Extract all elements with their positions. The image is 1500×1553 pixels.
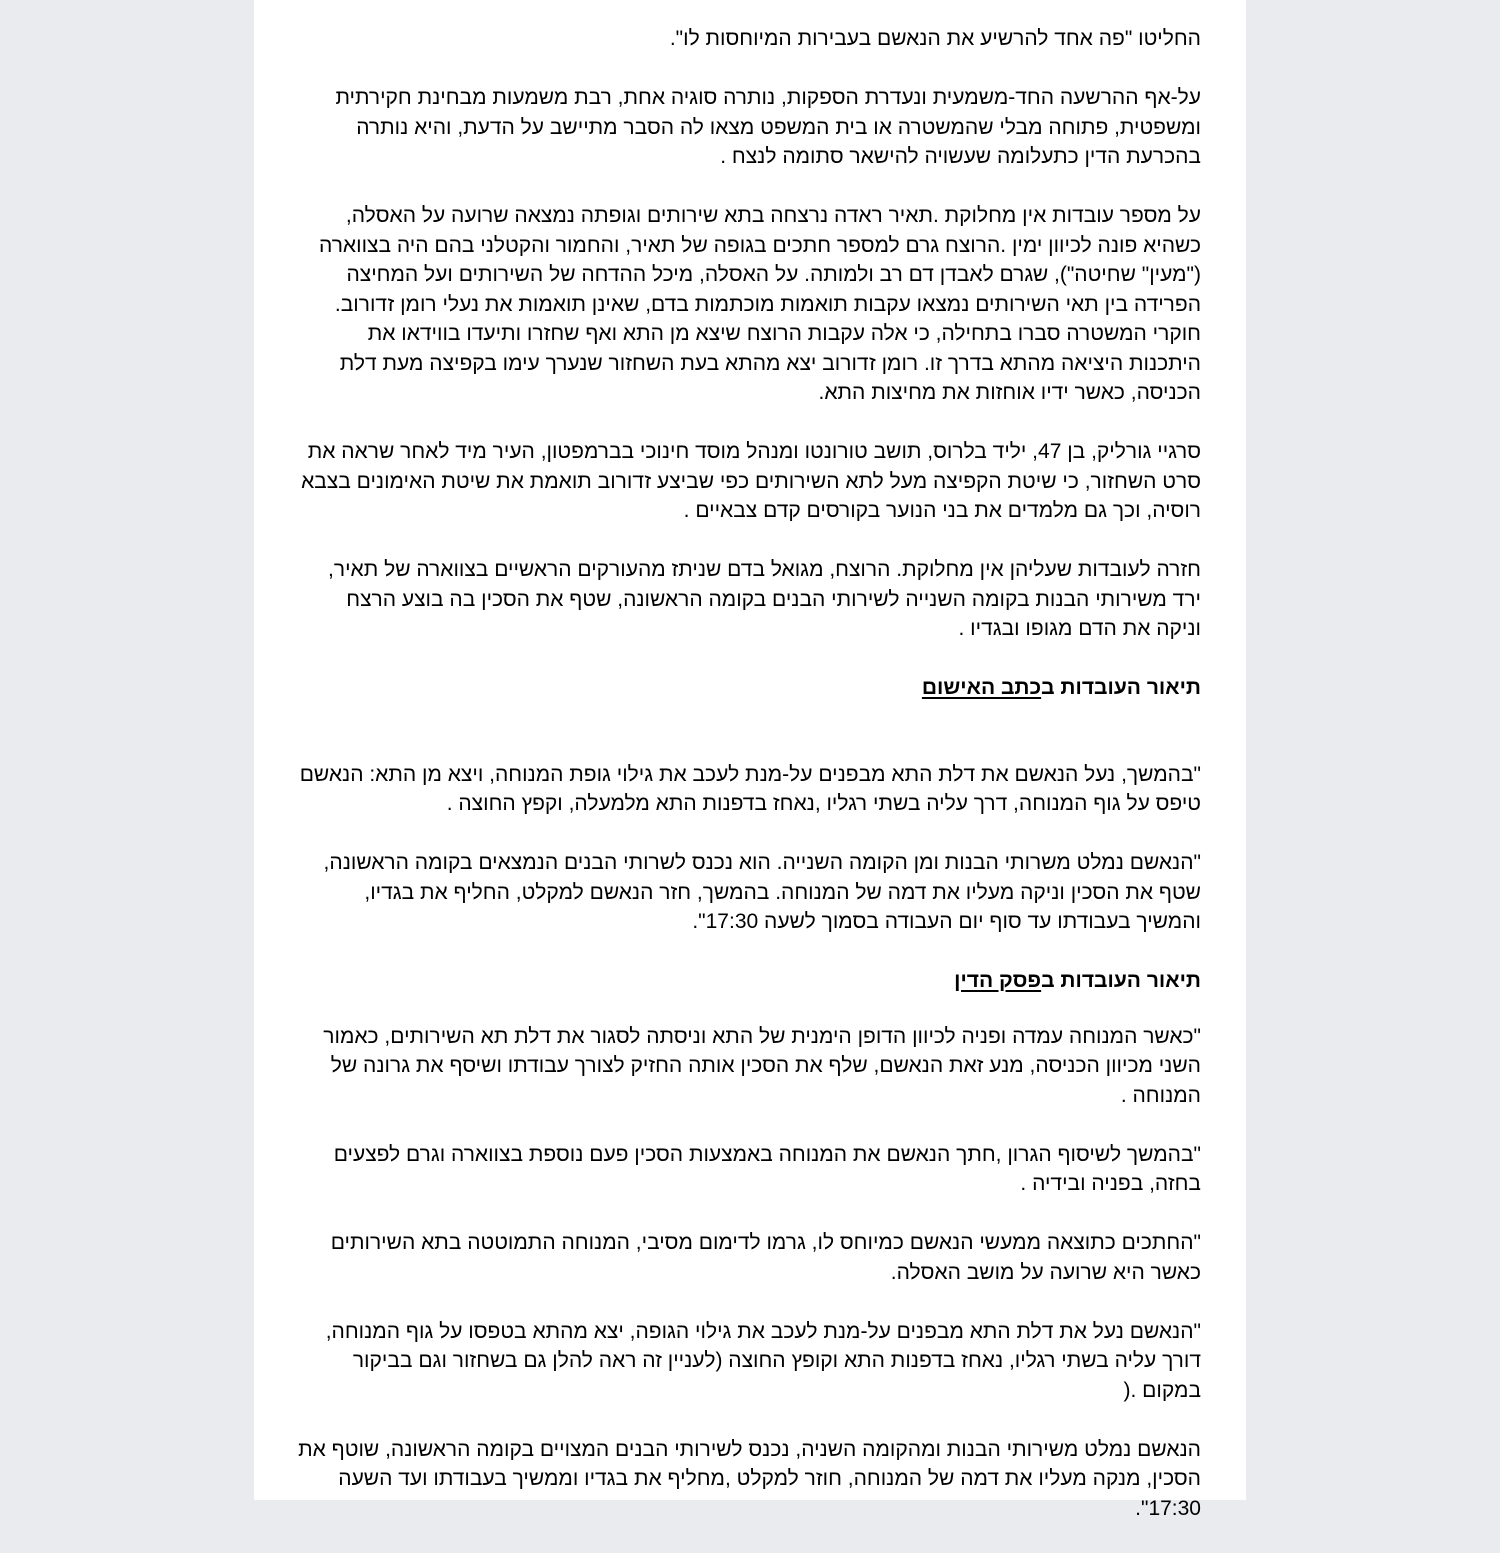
paragraph-intro-3: על מספר עובדות אין מחלוקת .תאיר ראדה נרצחה בתא שירותים וגופתה נמצאה שרועה על האסלה, כשהיא פונה לכיוון ימין .הרוצח גרם למספר חתכים בגופה של תאיר, והחמור והקטלני בהם היה בצווארה ("מעין" שחיטה"), שגרם לאבדן דם רב ולמותה. על האסלה, מיכל ההדחה של השירותים ועל המחיצה הפרידה בין תאי השירותים נמצאו עקבות תואמות מוכתמות בדם, שאינן תואמות את נעלי רומן זדורוב. חוקרי המשטרה סברו בתחילה, כי אלה עקבות הרוצח שיצא מן התא ואף שחזרו ותיעדו בווידאו את היתכנות היציאה מהתא בדרך זו. רומן זדורוב יצא מהתא בעת השחזור שנערך עימו בקפיצה מעת דלת הכניסה, כאשר ידיו אוחזות את מחיצות התא. (319, 204, 1201, 404)
spacer (298, 996, 1201, 1022)
heading-verdict-prefix: תיאור העובדות ב (1041, 969, 1201, 992)
heading-verdict (298, 966, 1201, 996)
heading-indictment-underlined: כתב האישום (921, 676, 1042, 699)
paragraph-intro-2: על-אף ההרשעה החד-משמעית ונעדרת הספקות, נותרה סוגיה אחת, רבת משמעות מבחינת חקירתית ומשפטית, פתוחה מבלי שהמשטרה או בית המשפט מצאו לה הסבר מתיישב על הדעת, והיא נותרה בהכרעת הדין כתעלומה שעשויה להישאר סתומה לנצח . (335, 86, 1201, 168)
document-content (298, 24, 1201, 1553)
paragraph-indictment-2: "הנאשם נמלט משרותי הבנות ומן הקומה השנייה. הוא נכנס לשרותי הבנים הנמצאים בקומה הראשונה, שטף את הסכין וניקה מעליו את דמה של המנוחה. בהמשך, חזר הנאשם למקלט, החליף את בגדיו, והמשיך בעבודתו עד סוף יום העבודה בסמוך לשעה 17:30". (323, 851, 1201, 933)
paragraph-intro-1: החליטו "פה אחד להרשיע את הנאשם בעבירות המיוחסות לו". (669, 27, 1201, 50)
paragraph-intro-5: חזרה לעובדות שעליהן אין מחלוקת. הרוצח, מגואל בדם שניתז מהעורקים הראשיים בצווארה של תאיר, ירד משירותי הבנות בקומה השנייה לשירותי הבנים בקומה הראשונה, שטף את הסכין בה בוצע הרצח וניקה את הדם מגופו ובגדיו . (328, 558, 1201, 640)
heading-indictment-prefix: תיאור העובדות ב (1041, 676, 1201, 699)
paragraph-verdict-4: "הנאשם נעל את דלת התא מבפנים על-מנת לעכב את גילוי הגופה, יצא מהתא בטפסו על גוף המנוחה, דורך עליה בשתי רגליו, נאחז בדפנות התא וקופץ החוצה (לעניין זה ראה להלן גם בשחזור וגם בביקור במקום .( (325, 1319, 1201, 1402)
paragraph-indictment-1: "בהמשך, נעל הנאשם את דלת התא מבפנים על-מנת לעכב את גילוי גופת המנוחה, ויצא מן התא: הנאשם טיפס על גוף המנוחה, דרך עליה בשתי רגליו ,נאחז בדפנות התא מלמעלה, וקפץ החוצה . (299, 762, 1201, 815)
paragraph-verdict-1: "כאשר המנוחה עמדה ופניה לכיוון הדופן הימנית של התא וניסתה לסגור את דלת תא השירותים, כאמור השני מכיוון הכניסה, מנע זאת הנאשם, שלף את הסכין אותה החזיק לצורך עבודתו ושיסף את גרונה של המנוחה . (323, 1024, 1201, 1107)
paragraph-intro-4: סרגיי גורליק, בן 47, יליד בלרוס, תושב טורונטו ומנהל מוסד חינוכי בברמפטון, העיר מיד לאחר שראה את סרט השחזור, כי שיטת הקפיצה מעל לתא השירותים כפי שביצע זדורוב תואמת את שיטת האימונים בצבא רוסיה, וכך גם מלמדים את בני הנוער בקורסים קדם צבאיים . (301, 440, 1201, 522)
paragraph-verdict-3: "החתכים כתוצאה ממעשי הנאשם כמיוחס לו, גרמו לדימום מסיבי, המנוחה התמוטטה בתא השירותים כאשר היא שרועה על מושב האסלה. (330, 1231, 1201, 1284)
spacer (298, 703, 1201, 760)
heading-verdict-underlined: פסק הדין (954, 969, 1042, 992)
document-page (254, 0, 1246, 1520)
paragraph-verdict-5: הנאשם נמלט משירותי הבנות ומהקומה השניה, נכנס לשירותי הבנים המצויים בקומה הראשונה, שוטף את הסכין, מנקה מעליו את דמה של המנוחה, חוזר למקלט ,מחליף את בגדיו וממשיך בעבודתו ועד השעה 17:30". (298, 1437, 1201, 1520)
paragraph-verdict-2: "בהמשך לשיסוף הגרון ,חתך הנאשם את המנוחה באמצעות הסכין פעם נוספת בצווארה וגרם לפצעים בחזה, בפניה ובידיה . (333, 1142, 1201, 1195)
heading-indictment (298, 673, 1201, 703)
